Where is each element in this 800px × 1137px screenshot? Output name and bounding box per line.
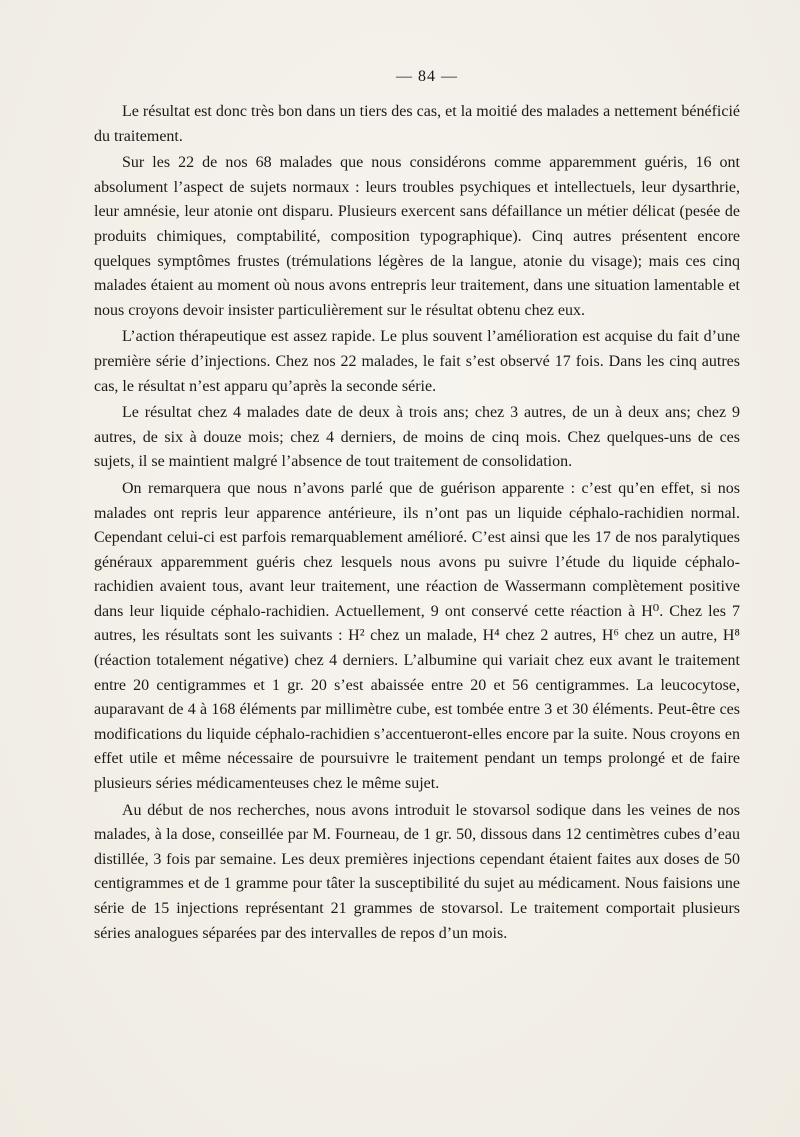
paragraph-apparent-cure: On remarquera que nous n’avons parlé que de guérison apparente : c’est qu’en effet, si nos malades ont repris leur apparence antérieure, ils n’ont pas un liquide céphalo-rachidien normal. Cependant celui-ci est parfois remarquablement amélioré. C’est ainsi que les 17 de nos paralytiques généraux apparemment guéris chez lesquels nous avons pu suivre l’étude du liquide céphalo-rachidien avaient tous, avant leur traitement, une réaction de Wassermann complètement positive dans leur liquide céphalo-rachidien. Actuellement, 9 ont conservé cette réaction à H⁰. Chez les 7 autres, les résultats sont les suivants : H² chez un malade, H⁴ chez 2 autres, H⁶ chez un autre, H⁸ (réaction totalement négative) chez 4 derniers. L’albumine qui variait chez eux avant le traitement entre 20 centigrammes et 1 gr. 20 s’est abaissée entre 20 et 56 centigrammes. La leucocytose, auparavant de 4 à 168 éléments par millimètre cube, est tombée entre 3 et 30 éléments. Peut-être ces modifications du liquide céphalo-rachidien s’accentueront-elles encore par la suite. Nous croyons en effet utile et même nécessaire de poursuivre le traitement pendant un temps prolongé et de faire plusieurs séries médicamenteuses chez le même sujet. (94, 479, 740, 793)
paragraph-therapeutic-action: L’action thérapeutique est assez rapide. Le plus souvent l’amélioration est acquise du fait d’une première série d’injections. Chez nos 22 malades, le fait s’est observé 17 fois. Dans les cinq autres cas, le résultat n’est apparu qu’après la seconde série. (94, 328, 740, 395)
paragraph-cured-patients: Sur les 22 de nos 68 malades que nous considérons comme apparemment guéris, 16 ont absolument l’aspect de sujets normaux : leurs troubles psychiques et intellectuels, leur dysarthrie, leur amnésie, leur atonie ont disparu. Plusieurs exercent sans défaillance un métier délicat (pesée de produits chimiques, comptabilité, composition typographique). Cinq autres présentent encore quelques symptômes frustes (trémulations légères de la langue, atonie du visage); mais ces cinq malades étaient au moment où nous avons entrepris leur traitement, dans une situation lamentable et nous croyons devoir insister particulièrement sur le résultat obtenu chez eux. (94, 154, 740, 319)
paragraph-result-summary: Le résultat est donc très bon dans un tiers des cas, et la moitié des malades a nettement bénéficié du traitement. (94, 103, 740, 145)
body-text (94, 100, 740, 946)
paragraph-stovarsol-dosage: Au début de nos recherches, nous avons introduit le stovarsol sodique dans les veines de nos malades, à la dose, conseillée par M. Fourneau, de 1 gr. 50, dissous dans 12 centimètres cubes d’eau distillée, 3 fois par semaine. Les deux premières injections cependant étaient faites aux doses de 50 centigrammes et de 1 gramme pour tâter la susceptibilité du sujet au médicament. Nous faisions une série de 15 injections représentant 21 grammes de stovarsol. Le traitement comportait plusieurs séries analogues séparées par des intervalles de repos d’un mois. (94, 801, 740, 942)
page-number: — 84 — (396, 68, 458, 85)
paragraph-result-duration: Le résultat chez 4 malades date de deux à trois ans; chez 3 autres, de un à deux ans; chez 9 autres, de six à douze mois; chez 4 derniers, de moins de cinq mois. Chez quelques-uns de ces sujets, il se maintient malgré l’absence de tout traitement de consolidation. (94, 404, 740, 471)
